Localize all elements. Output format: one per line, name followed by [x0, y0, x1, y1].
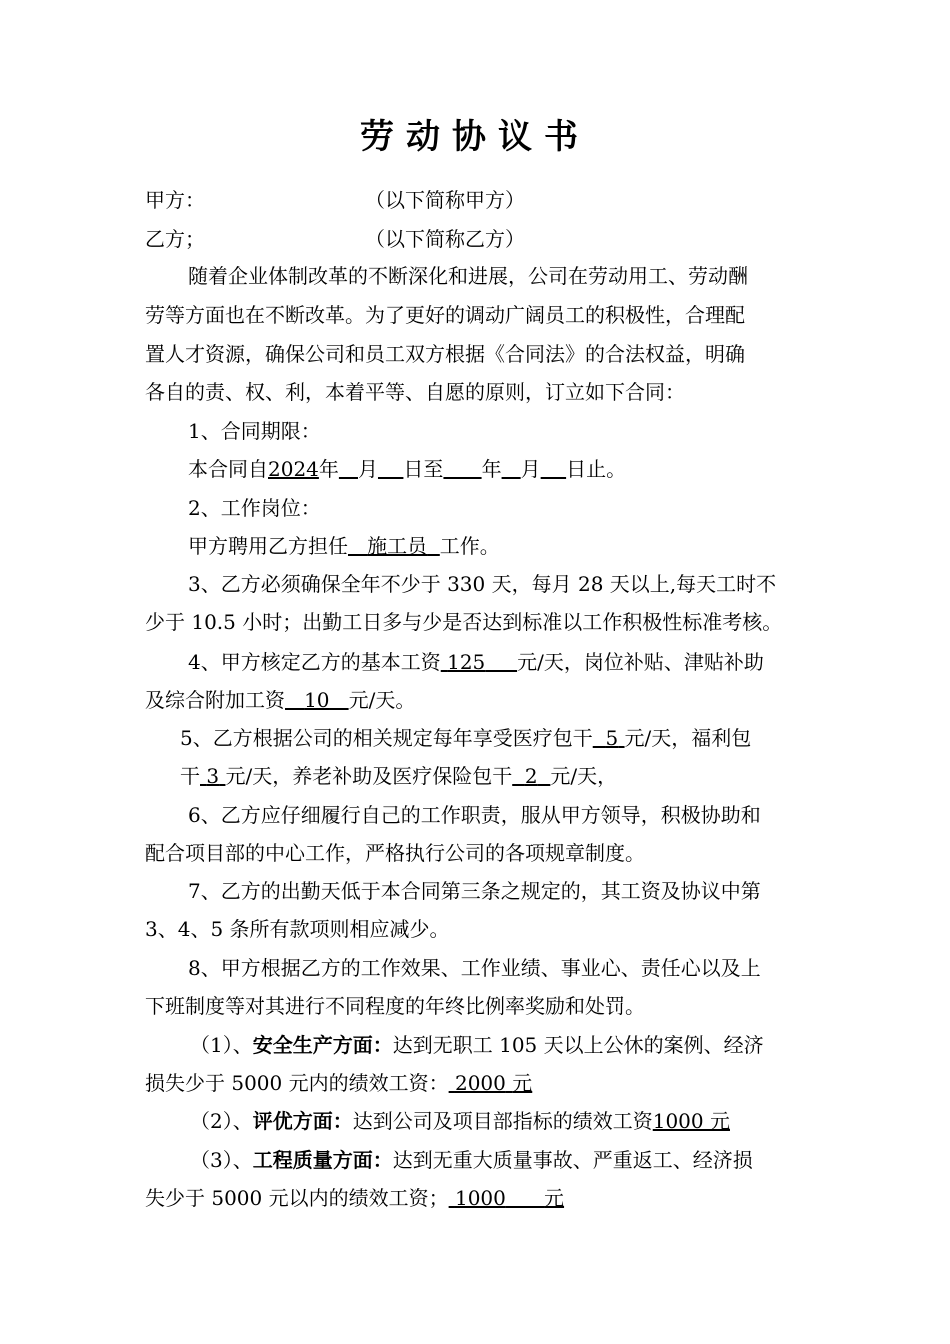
bonus-1-line: （1）、安全生产方面：达到无职工 105 天以上公休的案例、经济: [190, 1033, 764, 1057]
clause-7-line: 7、乙方的出勤天低于本合同第三条之规定的，其工资及协议中第: [188, 879, 761, 903]
quality-bonus-field: 1000 元: [454, 1186, 565, 1210]
clause-8-line: 8、甲方根据乙方的工作效果、工作业绩、事业心、责任心以及上: [188, 956, 761, 980]
clause-6-line: 配合项目部的中心工作，严格执行公司的各项规章制度。: [145, 841, 645, 865]
clause-1-term: 本合同自2024年 月 日至 年 月 日止。: [188, 457, 627, 481]
bonus-2-heading: 评优方面：: [252, 1109, 353, 1133]
position-field: 施工员: [367, 534, 428, 558]
intro-line: 置人才资源，确保公司和员工双方根据《合同法》的合法权益，明确: [145, 342, 745, 366]
clause-5-line: 5、乙方根据公司的相关规定每年享受医疗包干 5 元/天，福利包: [180, 726, 752, 750]
merit-bonus-field: 1000 元: [652, 1109, 730, 1133]
bonus-3-line: 失少于 5000 元以内的绩效工资； 1000 元: [145, 1186, 565, 1210]
end-day-blank: [541, 457, 566, 481]
end-month-blank: [502, 457, 521, 481]
party-b-note: （以下简称乙方）: [365, 227, 525, 251]
base-wage-field: 125: [447, 650, 486, 674]
bonus-3-line: （3）、工程质量方面：达到无重大质量事故、严重返工、经济损: [190, 1148, 753, 1172]
start-month-blank: [339, 457, 358, 481]
clause-5-line: 干 3 元/天，养老补助及医疗保险包干 2 元/天，: [180, 764, 618, 788]
clause-3-line: 3、乙方必须确保全年不少于 330 天，每月 28 天以上,每天工时不: [188, 572, 777, 596]
start-day-blank: [378, 457, 403, 481]
extra-wage-field: 10: [304, 688, 330, 712]
safety-bonus-field: 2000 元: [454, 1071, 533, 1095]
clause-8-line: 下班制度等对其进行不同程度的年终比例率奖励和处罚。: [145, 994, 645, 1018]
clause-4-line: 4、甲方核定乙方的基本工资 125 元/天，岗位补贴、津贴补助: [188, 650, 764, 674]
bonus-3-heading: 工程质量方面：: [252, 1148, 393, 1172]
bonus-1-heading: 安全生产方面：: [252, 1033, 393, 1057]
clause-7-line: 3、4、5 条所有款项则相应减少。: [145, 917, 450, 941]
party-a-label: 甲方：: [145, 188, 205, 212]
clause-4-line: 及综合附加工资 10 元/天。: [145, 688, 416, 712]
pension-allowance-field: 2: [524, 764, 538, 788]
party-b-label: 乙方；: [145, 227, 205, 251]
document-title: 劳动协议书: [360, 117, 590, 157]
medical-allowance-field: 5: [605, 726, 619, 750]
end-year-blank: [443, 457, 481, 481]
clause-2-position: 甲方聘用乙方担任 施工员 工作。: [188, 534, 500, 558]
welfare-allowance-field: 3: [206, 764, 220, 788]
intro-line: 劳等方面也在不断改革。为了更好的调动广阔员工的积极性，合理配: [145, 303, 745, 327]
party-a-note: （以下简称甲方）: [365, 188, 525, 212]
party-b-line: [145, 225, 835, 253]
bonus-2-line: （2）、评优方面：达到公司及项目部指标的绩效工资1000 元: [190, 1109, 730, 1133]
clause-3-line: 少于 10.5 小时；出勤工日多与少是否达到标准以工作积极性标准考核。: [145, 610, 783, 634]
intro-line: 随着企业体制改革的不断深化和进展，公司在劳动用工、劳动酬: [188, 264, 748, 288]
clause-2-heading: 2、工作岗位：: [188, 496, 321, 520]
clause-1-heading: 1、合同期限：: [188, 419, 321, 443]
party-a-line: [145, 186, 835, 214]
intro-line: 各自的责、权、利，本着平等、自愿的原则，订立如下合同：: [145, 380, 685, 404]
clause-6-line: 6、乙方应仔细履行自己的工作职责，服从甲方领导，积极协助和: [188, 803, 761, 827]
start-year-field: 2024: [268, 457, 319, 481]
bonus-1-line: 损失少于 5000 元内的绩效工资： 2000 元: [145, 1071, 533, 1095]
